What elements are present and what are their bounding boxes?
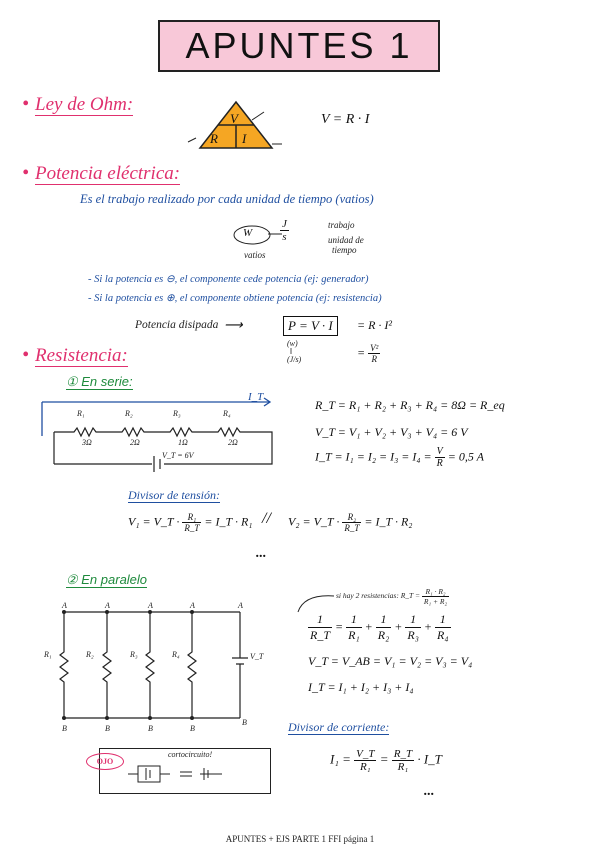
serie-r4: R₄: [223, 409, 231, 418]
divisor-corriente-text: Divisor de corriente:: [288, 720, 390, 734]
div-corriente-eq: I₁ = $\frac{V\_T}{\text{R₁}}$ = $\frac{R\_T}{\text{R₁}}$ · I_T: [330, 748, 442, 773]
cortocircuito-diagram: [118, 760, 268, 790]
serie-r2: R₂: [125, 409, 133, 418]
node-b-3: B: [148, 724, 153, 733]
serie-v4: 2Ω: [228, 438, 238, 447]
div-corriente-suffix: · I_T: [417, 751, 442, 767]
serie-current-label: I_T: [248, 391, 264, 403]
node-b-2: B: [105, 724, 110, 733]
paralelo-dots: ...: [424, 784, 435, 799]
potencia-heading-text: Potencia eléctrica:: [35, 163, 181, 184]
div-corriente-lhs: I₁ =: [330, 751, 351, 767]
div-corriente-f1-num: V_T: [356, 748, 375, 760]
bullet-icon: •: [22, 344, 30, 366]
serie-r1: R₁: [77, 409, 85, 418]
unit-fraction: [280, 218, 289, 243]
par-source-label: V_T: [250, 652, 264, 661]
div-v2-suffix: = I_T · R₂: [364, 514, 413, 529]
par-note-prefix: si hay 2 resistencias:: [336, 591, 399, 601]
ohm-formula: V = R · I: [321, 112, 370, 127]
node-b-5: B: [242, 718, 247, 727]
serie-eq-it-suffix: = 0,5 A: [447, 449, 484, 464]
serie-dots: ...: [256, 546, 267, 561]
serie-circuit-diagram: [40, 392, 290, 472]
label-vatios: vatios: [244, 250, 266, 260]
div-v2-prefix: V₂ = V_T ·: [288, 514, 340, 529]
node-a-2: A: [105, 601, 110, 610]
potencia-line-pos: - Si la potencia es ⊕, el componente obtiene potencia (ej: resistencia): [88, 293, 382, 304]
label-trabajo: trabajo: [328, 220, 355, 230]
div-v2-num: R₂: [342, 512, 361, 523]
disipada-eq2-prefix: =: [357, 345, 366, 360]
par-r3: R₃: [130, 650, 138, 659]
par-r2: R₂: [86, 650, 94, 659]
potencia-definition: Es el trabajo realizado por cada unidad de tiempo (vatios): [80, 192, 374, 206]
unit-w: W: [243, 227, 253, 239]
div-v1-prefix: V₁ = V_T ·: [128, 514, 180, 529]
section-potencia-heading: [22, 162, 180, 185]
disipada-box: P = V · I: [283, 316, 338, 336]
par-eq-inv-t1-den: R₁: [348, 628, 360, 642]
paralelo-heading-text: ② En paralelo: [66, 572, 148, 587]
disipada-eq1: = R · I²: [357, 318, 393, 332]
divisor-corriente-heading: [288, 720, 389, 735]
bullet-icon: •: [22, 162, 30, 184]
resistencia-heading-text: Resistencia:: [35, 345, 128, 366]
page-title: APUNTES 1: [158, 20, 440, 72]
div-corriente-f2-den: R₁: [397, 761, 409, 773]
par-eq-inv-t4-den: R₄: [437, 628, 449, 642]
disipada-eq2-num: V²: [370, 343, 379, 353]
paralelo-circuit-diagram: [40, 606, 270, 736]
cortocircuito-label: cortocircuito!: [168, 750, 213, 759]
par-eq-inv-lhs-den: R_T: [310, 628, 331, 642]
node-a-3: A: [148, 601, 153, 610]
node-a-4: A: [190, 601, 195, 610]
disipada-label: Potencia disipada: [135, 319, 219, 331]
node-b-4: B: [190, 724, 195, 733]
par-eq-inv-t2-den: R₂: [377, 628, 390, 642]
page-footer: APUNTES + EJS PARTE 1 FFI página 1: [225, 834, 375, 844]
par-eq-inv-t4-num: 1: [435, 612, 451, 628]
divisor-tension-heading: [128, 488, 220, 503]
ohm-heading-text: Ley de Ohm:: [35, 94, 134, 115]
paralelo-heading: [66, 572, 147, 588]
units-eq: ‖: [290, 347, 293, 356]
par-note-lhs: R_T =: [400, 591, 421, 601]
section-ohm-heading: [22, 93, 133, 116]
serie-v3: 1Ω: [178, 438, 188, 447]
par-note-den: R₁ + R₂: [423, 597, 448, 606]
ohm-triangle-r: R: [210, 131, 218, 146]
par-note-num: R₁ · R₂: [422, 587, 449, 597]
div-v2-den: R_T: [344, 523, 360, 533]
node-a-5: A: [238, 601, 243, 610]
disipada-eq2: [357, 343, 380, 364]
par-r4: R₄: [172, 650, 180, 659]
serie-eq-it-den: R: [436, 458, 443, 469]
unit-num: J: [282, 218, 287, 230]
serie-v2: 2Ω: [130, 438, 140, 447]
serie-eq-rt: R_T = R₁ + R₂ + R₃ + R₄ = 8Ω = R_eq: [315, 398, 505, 412]
ojo-badge: OJO: [86, 753, 124, 770]
serie-eq-vt: V_T = V₁ + V₂ + V₃ + V₄ = 6 V: [315, 425, 468, 439]
label-unidad: unidad de: [328, 235, 364, 245]
div-separator: //: [262, 510, 271, 527]
serie-eq-it: [315, 446, 484, 469]
units-js: (J/s): [287, 355, 302, 364]
arrow-right-icon: ⟶: [224, 317, 243, 332]
par-eq-inv-t3-den: R₃: [407, 628, 419, 642]
unit-den: s: [282, 231, 287, 243]
section-resistencia-heading: [22, 344, 128, 367]
par-eq-inv-t3-num: 1: [405, 612, 421, 628]
ohm-triangle-diagram: [186, 98, 296, 160]
par-eq-vt: V_T = V_AB = V₁ = V₂ = V₃ = V₄: [308, 654, 473, 668]
par-eq-inv: $\frac{1}{R\_T}$ = $\frac{1}{\text{R₁}}$ + $\frac{1}{\text{R₂}}$ + $\frac{1}{\text{R₃}}$ + $\frac{1}{\text{R₄}}$: [310, 612, 449, 642]
par-eq-inv-t1-num: 1: [346, 612, 362, 628]
serie-source-label: V_T = 6V: [162, 451, 194, 460]
serie-eq-it-prefix: I_T = I₁ = I₂ = I₃ = I₄ =: [315, 449, 432, 464]
bullet-icon: •: [22, 93, 30, 115]
serie-heading: [66, 374, 133, 390]
serie-heading-text: ① En serie:: [66, 374, 133, 389]
div-v1: [128, 512, 252, 533]
div-v2: [288, 512, 412, 533]
div-v1-num: R₁: [182, 512, 201, 523]
par-note: [336, 587, 449, 606]
div-corriente-f1-den: R₁: [360, 761, 371, 773]
par-eq-inv-lhs-num: 1: [308, 612, 332, 628]
serie-r3: R₃: [173, 409, 181, 418]
div-v1-suffix: = I_T · R₁: [204, 514, 253, 529]
node-b-1: B: [62, 724, 67, 733]
ohm-triangle-v: V: [230, 111, 238, 126]
serie-eq-it-num: V: [436, 446, 443, 457]
units-w: (w): [287, 339, 298, 348]
div-corriente-f2-num: R_T: [393, 748, 413, 760]
serie-v1: 3Ω: [82, 438, 92, 447]
par-r1: R₁: [44, 650, 52, 659]
par-eq-inv-t2-num: 1: [376, 612, 392, 628]
label-tiempo: tiempo: [332, 245, 357, 255]
node-a-1: A: [62, 601, 67, 610]
div-v1-den: R_T: [184, 523, 200, 533]
disipada-eq2-den: R: [371, 354, 377, 364]
par-eq-it: I_T = I₁ + I₂ + I₃ + I₄: [308, 680, 414, 694]
ohm-triangle-i: I: [242, 131, 247, 146]
divisor-tension-text: Divisor de tensión:: [128, 488, 220, 502]
potencia-line-neg: - Si la potencia es ⊖, el componente cede potencia (ej: generador): [88, 274, 369, 285]
